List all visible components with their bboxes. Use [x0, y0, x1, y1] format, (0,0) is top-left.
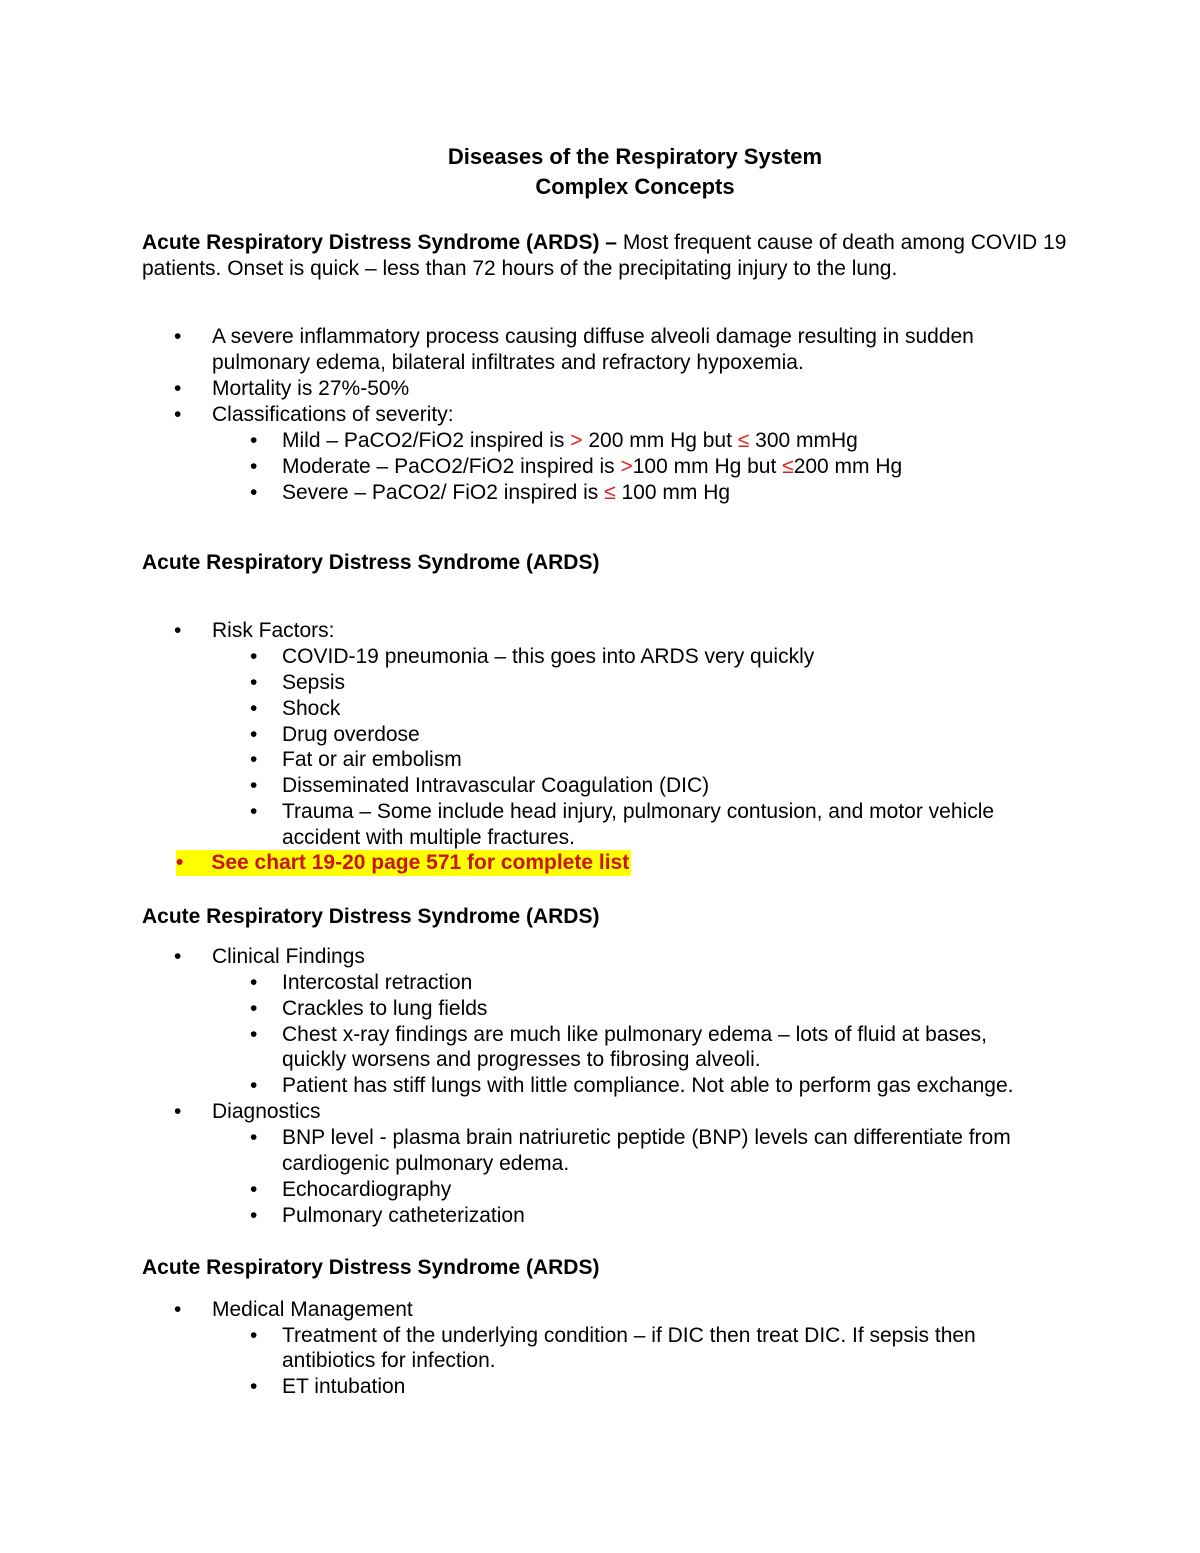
severe-pre: Severe – PaCO2/ FiO2 inspired is: [282, 481, 605, 504]
risk-factor-item: Shock: [282, 697, 341, 720]
severity-severe: [282, 480, 730, 506]
bullet-icon: •: [174, 325, 182, 348]
bullet-icon: •: [174, 619, 182, 642]
bullet-icon: •: [176, 851, 184, 874]
severity-moderate: [282, 454, 902, 480]
clinical-finding-item: Patient has stiff lungs with little compliance. Not able to perform gas exchange.: [282, 1074, 1014, 1097]
mild-mid: 200 mm Hg but: [582, 429, 738, 452]
management-item: Treatment of the underlying condition – if DIC then treat DIC. If sepsis then: [282, 1324, 976, 1347]
moderate-post: 200 mm Hg: [793, 455, 903, 478]
intro-text-1: Most frequent cause of death among COVID 19: [616, 231, 1067, 254]
bullet-icon: •: [250, 774, 258, 797]
highlighted-note-text: See chart 19-20 page 571 for complete list: [211, 851, 630, 874]
bullet-icon: •: [250, 971, 258, 994]
bullet-icon: •: [174, 945, 182, 968]
bullet-icon: •: [250, 800, 258, 823]
bullet-icon: •: [250, 481, 258, 504]
document-subtitle: Complex Concepts: [535, 174, 735, 199]
risk-factor-item: Disseminated Intravascular Coagulation (DIC): [282, 774, 710, 797]
medical-management-label: Medical Management: [212, 1298, 413, 1321]
clinical-finding-item-cont: quickly worsens and progresses to fibrosing alveoli.: [282, 1048, 761, 1071]
clinical-findings-label: Clinical Findings: [212, 945, 365, 968]
bullet-icon: •: [250, 1126, 258, 1149]
bullet-icon: •: [250, 455, 258, 478]
bullet-icon: •: [250, 997, 258, 1020]
bullet-icon: •: [250, 1074, 258, 1097]
highlighted-note: [176, 850, 631, 876]
s1-bullet-1-line-2: pulmonary edema, bilateral infiltrates and refractory hypoxemia.: [212, 351, 804, 374]
mild-op1: >: [570, 429, 583, 452]
bullet-icon: •: [250, 1375, 258, 1398]
s1-bullet-2: Mortality is 27%-50%: [212, 377, 410, 400]
severity-mild: [282, 428, 858, 454]
risk-factor-trauma-line-2: accident with multiple fractures.: [282, 826, 575, 849]
bullet-icon: •: [250, 645, 258, 668]
moderate-pre: Moderate – PaCO2/FiO2 inspired is: [282, 455, 621, 478]
bullet-icon: •: [250, 671, 258, 694]
bullet-icon: •: [174, 377, 182, 400]
bullet-icon: •: [250, 429, 258, 452]
severe-op1: ≤: [604, 481, 616, 504]
section-3-heading: Acute Respiratory Distress Syndrome (ARDS): [142, 905, 600, 928]
section-2-heading: Acute Respiratory Distress Syndrome (ARDS): [142, 551, 600, 574]
moderate-op2: ≤: [782, 455, 794, 478]
risk-factor-item: Sepsis: [282, 671, 346, 694]
bullet-icon: •: [250, 1023, 258, 1046]
moderate-mid: 100 mm Hg but: [632, 455, 783, 478]
risk-factor-item: COVID-19 pneumonia – this goes into ARDS very quickly: [282, 645, 815, 668]
bullet-icon: •: [174, 1298, 182, 1321]
risk-factor-item: Drug overdose: [282, 723, 420, 746]
bullet-icon: •: [250, 1204, 258, 1227]
diagnostic-item: Echocardiography: [282, 1178, 452, 1201]
clinical-finding-item: Crackles to lung fields: [282, 997, 488, 1020]
diagnostic-item: Pulmonary catheterization: [282, 1204, 525, 1227]
intro-heading: Acute Respiratory Distress Syndrome (ARDS) –: [142, 231, 617, 254]
risk-factor-item: Trauma – Some include head injury, pulmonary contusion, and motor vehicle: [282, 800, 995, 823]
moderate-op1: >: [620, 455, 633, 478]
intro-line-2: patients. Onset is quick – less than 72 hours of the precipitating injury to the lung.: [142, 257, 898, 280]
section-4-heading: Acute Respiratory Distress Syndrome (ARDS): [142, 1256, 600, 1279]
mild-pre: Mild – PaCO2/FiO2 inspired is: [282, 429, 571, 452]
management-item: ET intubation: [282, 1375, 406, 1398]
s1-bullet-3: Classifications of severity:: [212, 403, 454, 426]
s1-bullet-1-line-1: A severe inflammatory process causing diffuse alveoli damage resulting in sudden: [212, 325, 974, 348]
bullet-icon: •: [174, 403, 182, 426]
bullet-icon: •: [250, 748, 258, 771]
management-item-cont: antibiotics for infection.: [282, 1349, 496, 1372]
clinical-finding-item: Intercostal retraction: [282, 971, 473, 994]
risk-factors-label: Risk Factors:: [212, 619, 335, 642]
diagnostic-item-cont: cardiogenic pulmonary edema.: [282, 1152, 570, 1175]
bullet-icon: •: [250, 1178, 258, 1201]
mild-post: 300 mmHg: [749, 429, 858, 452]
mild-op2: ≤: [737, 429, 750, 452]
clinical-finding-item: Chest x-ray findings are much like pulmonary edema – lots of fluid at bases,: [282, 1023, 988, 1046]
severe-post: 100 mm Hg: [615, 481, 731, 504]
bullet-icon: •: [250, 723, 258, 746]
bullet-icon: •: [250, 1324, 258, 1347]
bullet-icon: •: [250, 697, 258, 720]
bullet-icon: •: [174, 1100, 182, 1123]
risk-factor-item: Fat or air embolism: [282, 748, 462, 771]
intro-line-1: [142, 230, 1066, 256]
diagnostics-label: Diagnostics: [212, 1100, 321, 1123]
document-title: Diseases of the Respiratory System: [447, 144, 823, 169]
diagnostic-item: BNP level - plasma brain natriuretic peptide (BNP) levels can differentiate from: [282, 1126, 1011, 1149]
